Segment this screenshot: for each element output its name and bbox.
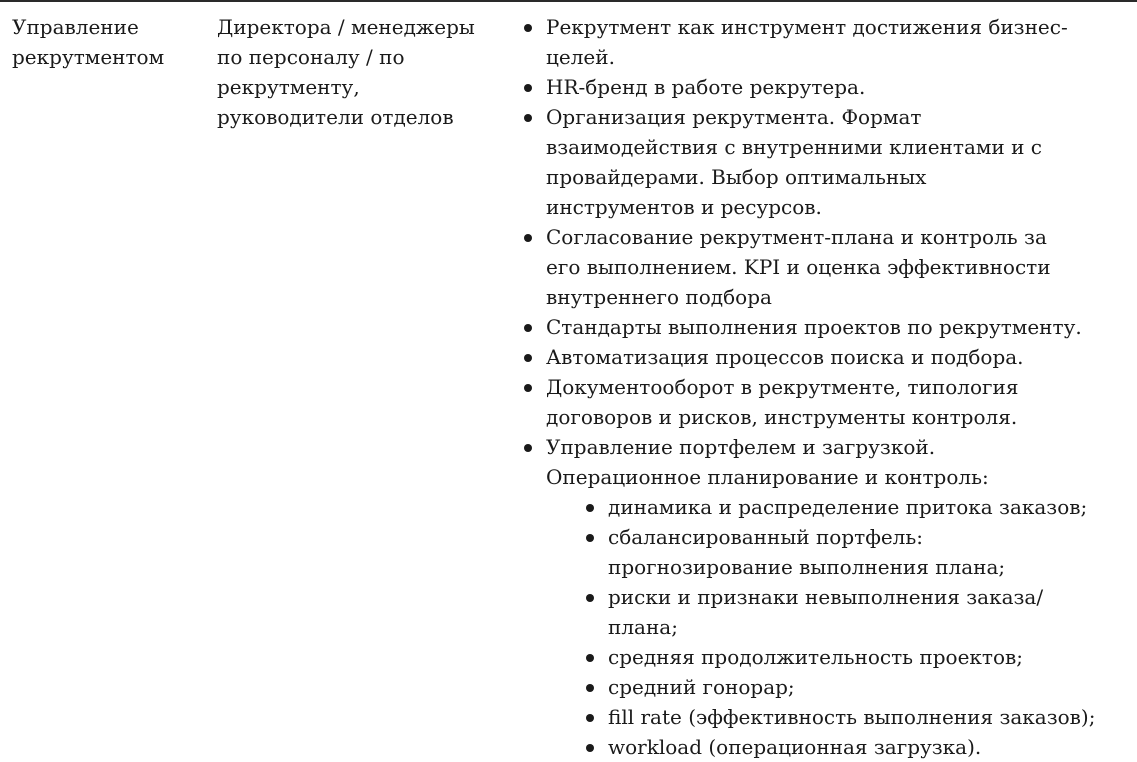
list-item-line: Операционное планирование и контроль: bbox=[546, 465, 989, 489]
list-item-line: Рекрутмент как инструмент достижения бизнес- bbox=[546, 15, 1068, 39]
content-cell bbox=[522, 12, 1134, 762]
topic-line: рекрутментом bbox=[12, 45, 165, 69]
audience-line: руководители отделов bbox=[217, 105, 454, 129]
list-item-line: Автоматизация процессов поиска и подбора. bbox=[546, 345, 1024, 369]
sublist-item-line: workload (операционная загрузка). bbox=[608, 735, 982, 759]
list-item-line: Стандарты выполнения проектов по рекрутменту. bbox=[546, 315, 1082, 339]
list-item bbox=[522, 342, 1134, 372]
sublist-item bbox=[584, 732, 1134, 762]
sublist-item bbox=[584, 672, 1134, 702]
audience-line: по персоналу / по bbox=[217, 45, 405, 69]
list-item-line: целей. bbox=[546, 45, 615, 69]
list-item-line: Организация рекрутмента. Формат bbox=[546, 105, 922, 129]
sublist-item-line: сбалансированный портфель: bbox=[608, 525, 924, 549]
list-item-line: провайдерами. Выбор оптимальных bbox=[546, 165, 927, 189]
sublist-item-line: средний гонорар; bbox=[608, 675, 795, 699]
sublist-item bbox=[584, 702, 1134, 732]
list-item-line: договоров и рисков, инструменты контроля. bbox=[546, 405, 1018, 429]
list-item-line: его выполнением. KPI и оценка эффективности bbox=[546, 255, 1051, 279]
list-item-line: Согласование рекрутмент-плана и контроль за bbox=[546, 225, 1047, 249]
sublist-item bbox=[584, 642, 1134, 672]
list-item-line: HR-бренд в работе рекрутера. bbox=[546, 75, 866, 99]
list-item bbox=[522, 312, 1134, 342]
audience-line: рекрутменту, bbox=[217, 75, 360, 99]
audience-cell bbox=[217, 12, 512, 132]
list-item bbox=[522, 432, 1134, 762]
sublist-item-line: fill rate (эффективность выполнения заказов); bbox=[608, 705, 1096, 729]
sublist-item-line: плана; bbox=[608, 615, 678, 639]
list-item-line: Документооборот в рекрутменте, типология bbox=[546, 375, 1019, 399]
list-item-line: внутреннего подбора bbox=[546, 285, 772, 309]
list-item bbox=[522, 102, 1134, 222]
topics-list bbox=[522, 12, 1134, 762]
sublist-item-line: средняя продолжительность проектов; bbox=[608, 645, 1024, 669]
table-top-rule bbox=[0, 0, 1137, 2]
audience-line: Директора / менеджеры bbox=[217, 15, 475, 39]
sublist bbox=[546, 492, 1134, 762]
sublist-item-line: динамика и распределение притока заказов; bbox=[608, 495, 1088, 519]
sublist-item bbox=[584, 582, 1134, 642]
list-item bbox=[522, 372, 1134, 432]
topic-line: Управление bbox=[12, 15, 139, 39]
sublist-item bbox=[584, 522, 1134, 582]
list-item-line: инструментов и ресурсов. bbox=[546, 195, 822, 219]
list-item bbox=[522, 222, 1134, 312]
topic-cell bbox=[12, 12, 202, 72]
list-item bbox=[522, 12, 1134, 72]
list-item bbox=[522, 72, 1134, 102]
sublist-item bbox=[584, 492, 1134, 522]
sublist-item-line: риски и признаки невыполнения заказа/ bbox=[608, 585, 1044, 609]
sublist-item-line: прогнозирование выполнения плана; bbox=[608, 555, 1006, 579]
list-item-line: взаимодействия с внутренними клиентами и с bbox=[546, 135, 1043, 159]
list-item-line: Управление портфелем и загрузкой. bbox=[546, 435, 936, 459]
